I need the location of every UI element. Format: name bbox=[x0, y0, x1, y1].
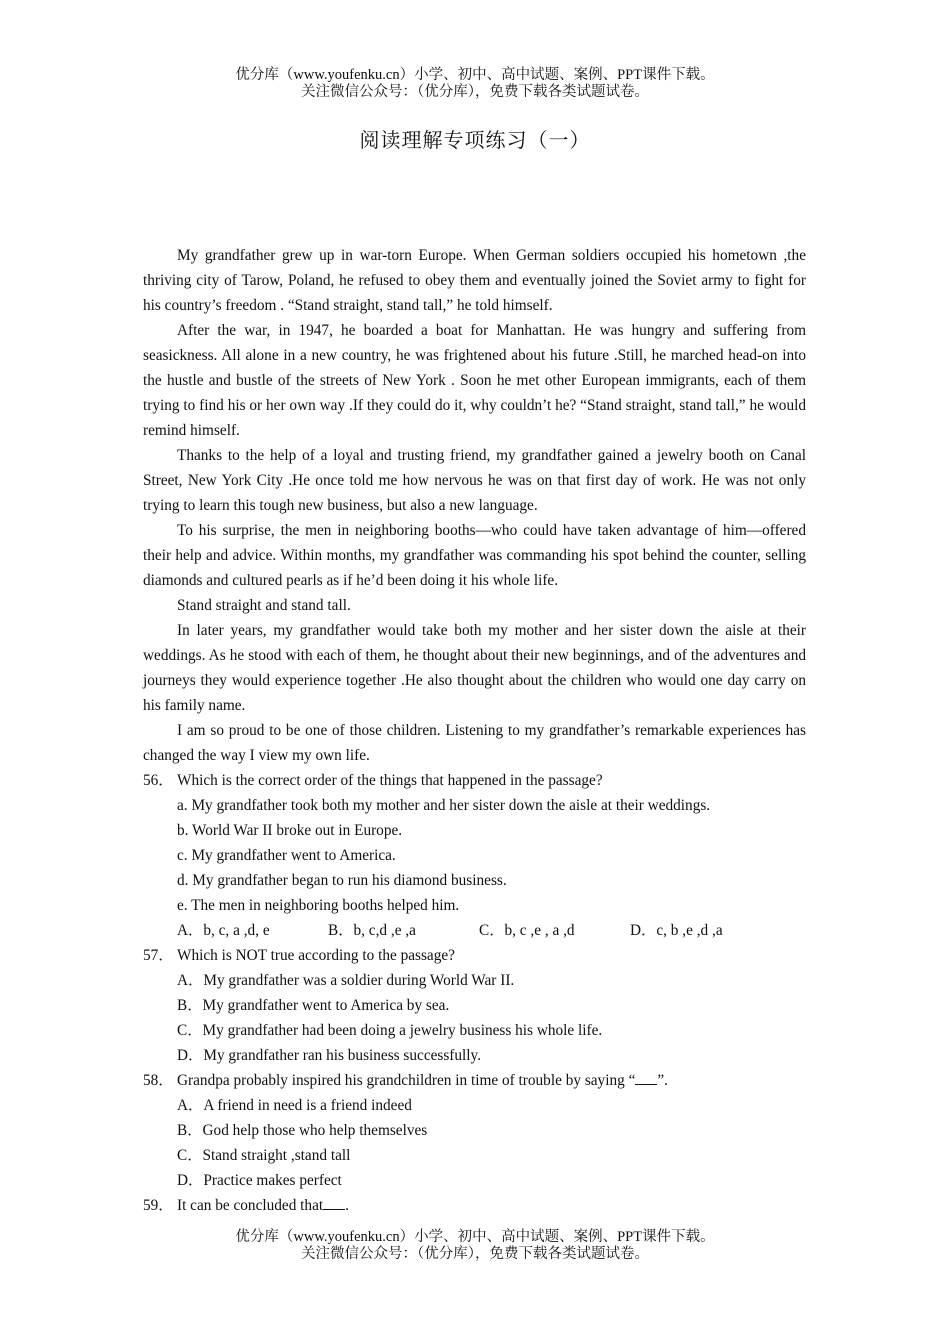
question-stem: Which is the correct order of the things that happened in the passage? bbox=[177, 772, 603, 789]
option-b[interactable]: B．b, c,d ,e ,a bbox=[328, 922, 416, 939]
option-c[interactable]: C．Stand straight ,stand tall bbox=[177, 1147, 351, 1164]
passage-paragraph: In later years, my grandfather would take both my mother and her sister down the aisle at their weddings. As he stood with each of them, he thought about their new beginnings, and of the adventures and journeys they would experience together .He also thought about the children who would one day carry on his family name. bbox=[143, 622, 806, 714]
option-a[interactable]: A．My grandfather was a soldier during World War II. bbox=[177, 972, 515, 989]
event-item: a. My grandfather took both my mother and her sister down the aisle at their weddings. bbox=[177, 797, 711, 814]
page-header bbox=[0, 67, 950, 101]
header-line-1: 优分库（www.youfenku.cn）小学、初中、高中试题、案例、PPT课件下载。 bbox=[235, 67, 715, 83]
page-title: 阅读理解专项练习（一） bbox=[359, 130, 591, 152]
question-58 bbox=[143, 1068, 806, 1093]
passage-paragraph: Stand straight and stand tall. bbox=[177, 597, 351, 614]
question-number: 59． bbox=[143, 1197, 174, 1214]
option-d[interactable]: D．c, b ,e ,d ,a bbox=[630, 922, 723, 939]
reading-passage bbox=[143, 243, 806, 1218]
page-footer bbox=[0, 1229, 950, 1263]
event-item: d. My grandfather began to run his diamond business. bbox=[177, 872, 507, 889]
question-57 bbox=[143, 943, 806, 968]
question-stem: Grandpa probably inspired his grandchildren in time of trouble by saying “ bbox=[177, 1072, 636, 1089]
option-b[interactable]: B．God help those who help themselves bbox=[177, 1122, 428, 1139]
question-number: 58． bbox=[143, 1072, 174, 1089]
passage-paragraph: I am so proud to be one of those children. Listening to my grandfather’s remarkable experiences has changed the way I view my own life. bbox=[143, 722, 806, 764]
question-stem-end: ”. bbox=[657, 1072, 668, 1089]
option-a[interactable]: A．b, c, a ,d, e bbox=[177, 922, 270, 939]
question-number: 56． bbox=[143, 772, 174, 789]
passage-paragraph: After the war, in 1947, he boarded a boat for Manhattan. He was hungry and suffering from seasickness. All alone in a new country, he was frightened about his future .Still, he marched head-on into the hustle and bustle of the streets of New York . Soon he met other European immigrants, each of them trying to find his or her own way .If they could do it, why couldn’t he? “Stand straight, stand tall,” he would remind himself. bbox=[143, 322, 806, 439]
q56-options bbox=[177, 918, 806, 943]
question-56 bbox=[143, 768, 806, 793]
event-item: c. My grandfather went to America. bbox=[177, 847, 396, 864]
passage-paragraph: To his surprise, the men in neighboring booths—who could have taken advantage of him—offered their help and advice. Within months, my grandfather was commanding his spot behind the counter, selling diamonds and cultured pearls as if he’d been doing it his whole life. bbox=[143, 522, 806, 589]
event-item: e. The men in neighboring booths helped him. bbox=[177, 897, 460, 914]
event-item: b. World War II broke out in Europe. bbox=[177, 822, 403, 839]
option-d[interactable]: D．Practice makes perfect bbox=[177, 1172, 342, 1189]
passage-paragraph: Thanks to the help of a loyal and trusting friend, my grandfather gained a jewelry booth on Canal Street, New York City .He once told me how nervous he was on that first day of work. He was not only trying to learn this tough new business, but also a new language. bbox=[143, 447, 806, 514]
option-c[interactable]: C．b, c ,e , a ,d bbox=[479, 922, 575, 939]
answer-blank bbox=[635, 1070, 657, 1085]
answer-blank bbox=[323, 1195, 345, 1210]
question-stem-end: . bbox=[345, 1197, 349, 1214]
question-59 bbox=[143, 1193, 806, 1218]
header-line-2: 关注微信公众号：（优分库），免费下载各类试题试卷。 bbox=[301, 84, 649, 100]
option-b[interactable]: B．My grandfather went to America by sea. bbox=[177, 997, 450, 1014]
question-stem: It can be concluded that bbox=[177, 1197, 324, 1214]
option-c[interactable]: C．My grandfather had been doing a jewelry business his whole life. bbox=[177, 1022, 603, 1039]
option-d[interactable]: D．My grandfather ran his business successfully. bbox=[177, 1047, 482, 1064]
question-number: 57． bbox=[143, 947, 174, 964]
passage-paragraph: My grandfather grew up in war-torn Europe. When German soldiers occupied his hometown ,the thriving city of Tarow, Poland, he refused to obey them and eventually joined the Soviet army to fight for his country’s freedom . “Stand straight, stand tall,” he told himself. bbox=[143, 247, 806, 314]
question-stem: Which is NOT true according to the passage? bbox=[177, 947, 455, 964]
option-a[interactable]: A．A friend in need is a friend indeed bbox=[177, 1097, 412, 1114]
footer-line-2: 关注微信公众号：（优分库），免费下载各类试题试卷。 bbox=[301, 1246, 649, 1262]
footer-line-1: 优分库（www.youfenku.cn）小学、初中、高中试题、案例、PPT课件下载。 bbox=[235, 1229, 715, 1245]
